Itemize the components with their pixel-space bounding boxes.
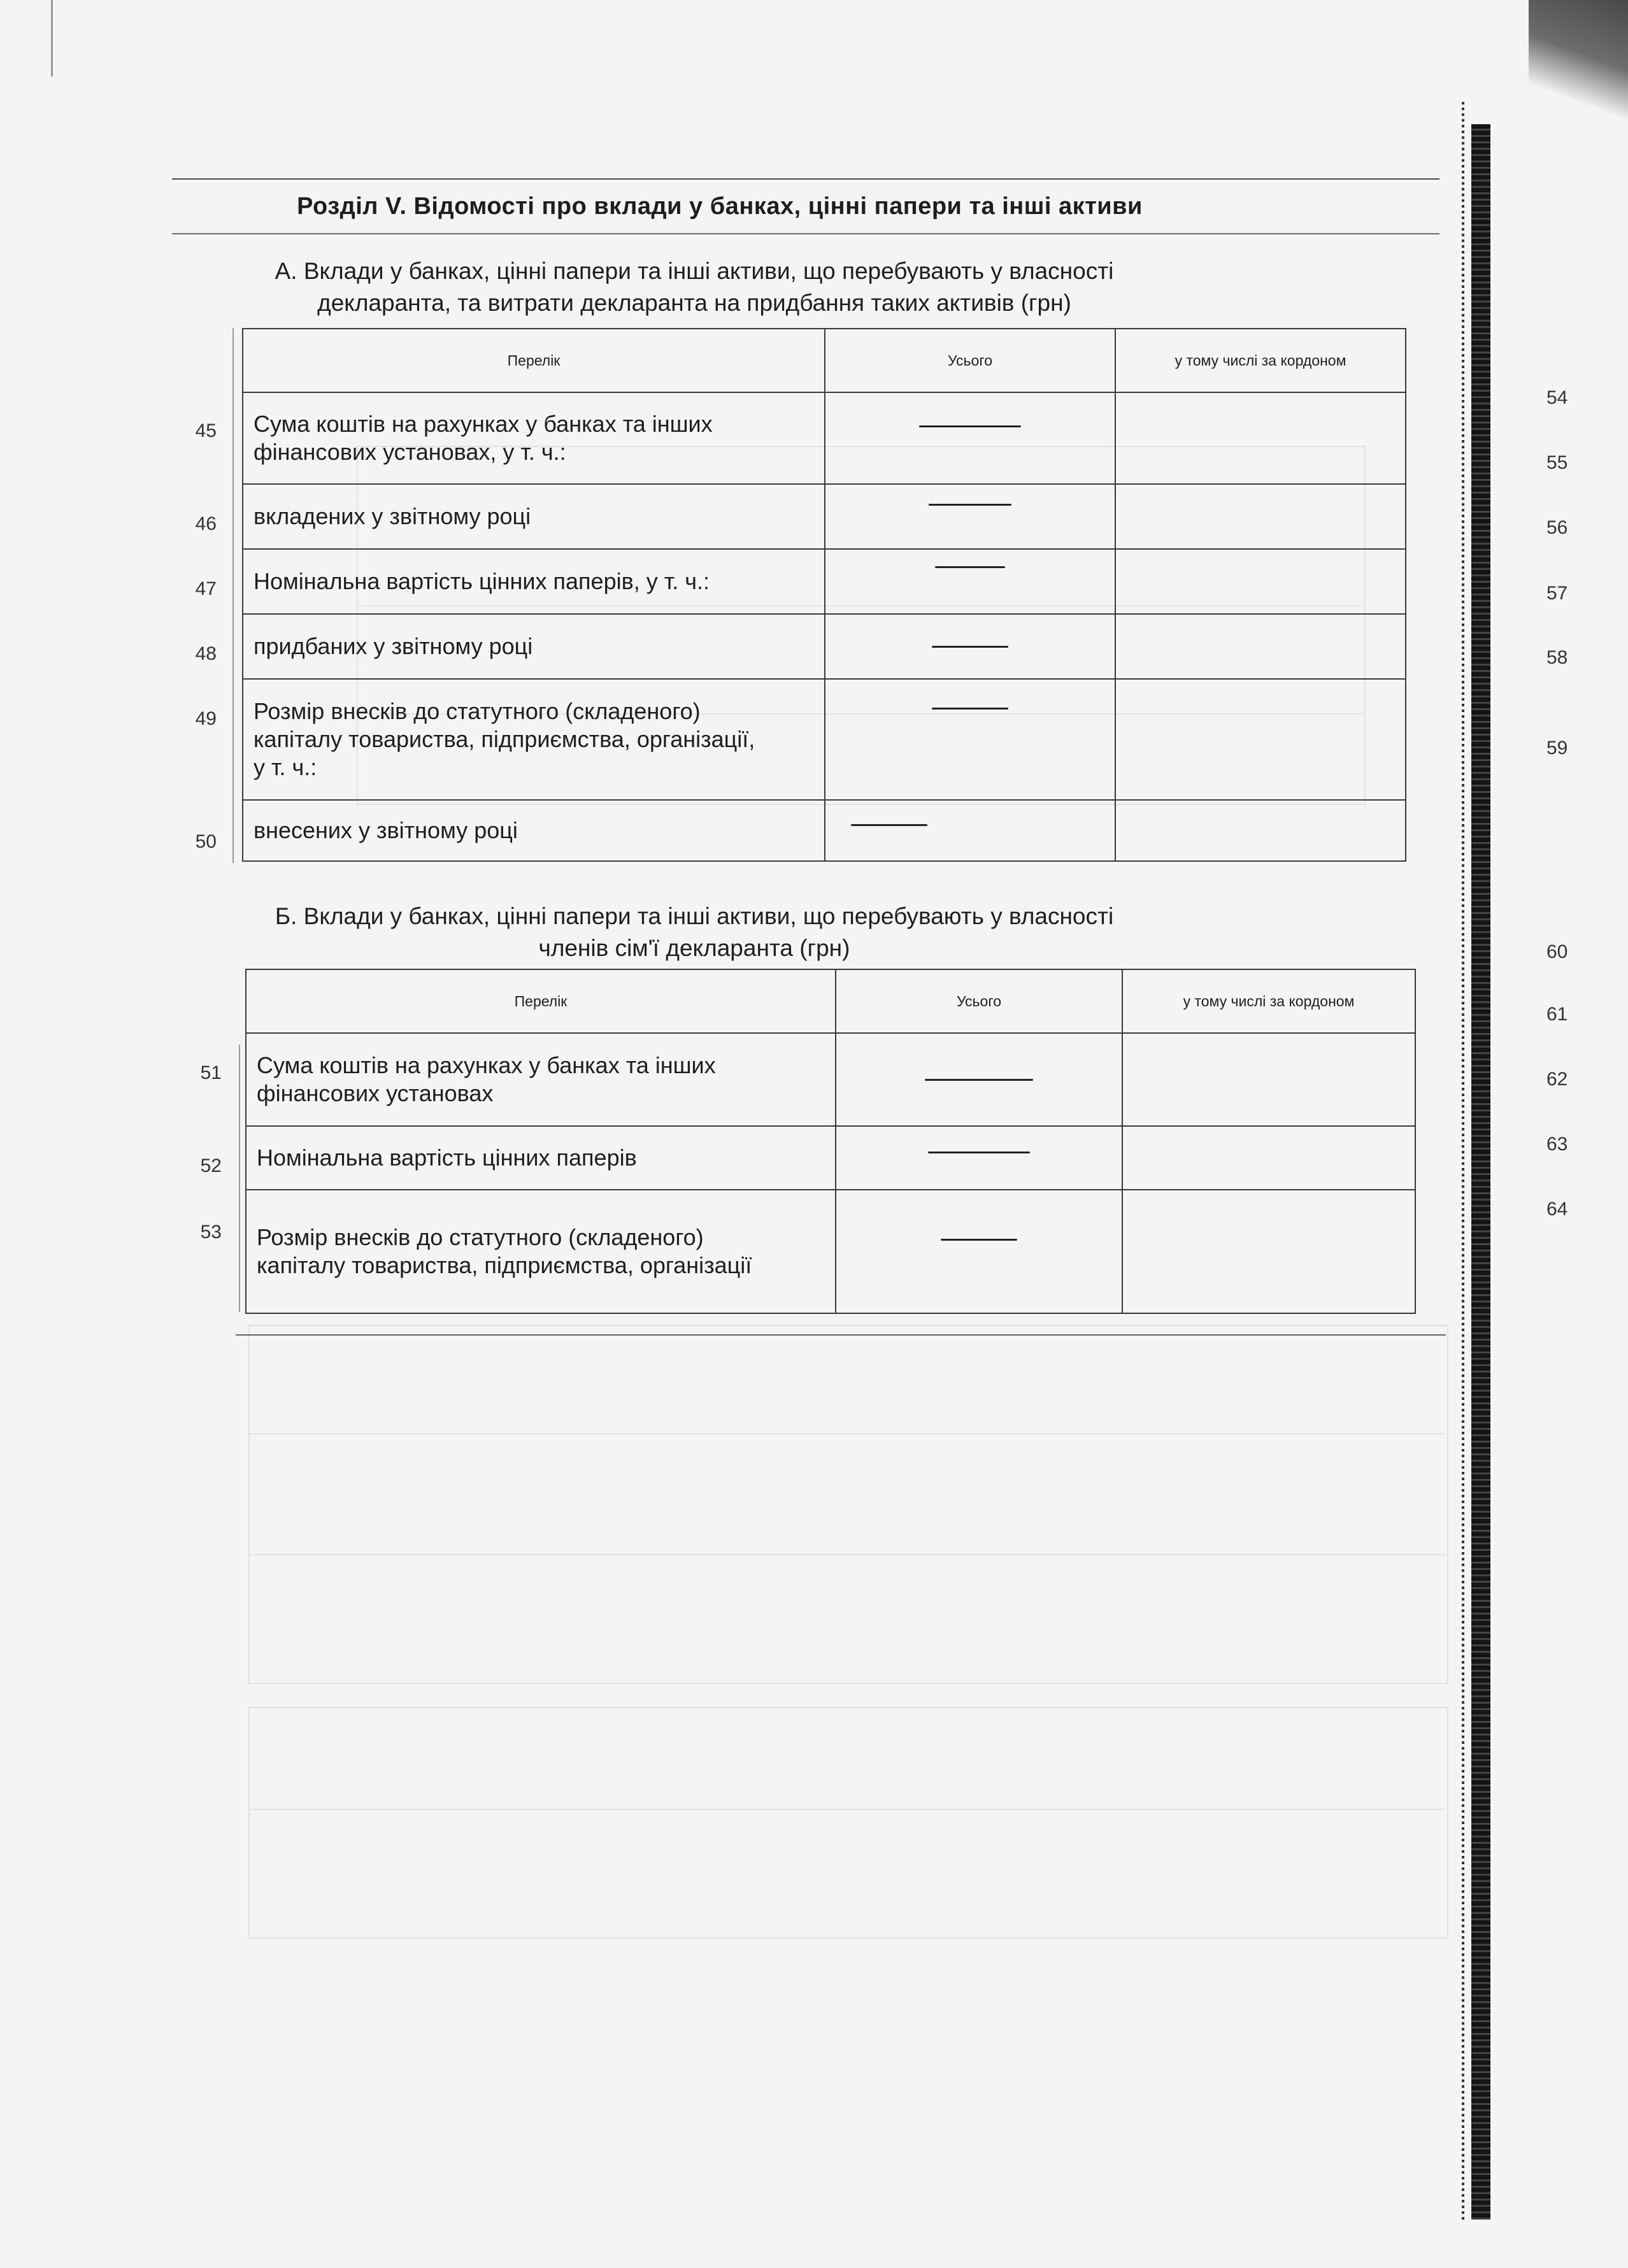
row-total-cell[interactable] (836, 1190, 1122, 1313)
total-dash (851, 824, 927, 826)
table-row (243, 484, 1406, 549)
table-row (243, 614, 1406, 679)
row-total-cell[interactable] (825, 679, 1115, 800)
table-row (246, 1190, 1415, 1313)
part-a-title-line2: декларанта, та витрати декларанта на придбання таких активів (грн) (317, 290, 1071, 316)
col-header-abroad: у тому числі за кордоном (1122, 969, 1415, 1033)
margin-rule (232, 328, 234, 863)
row-abroad-cell[interactable] (1115, 549, 1406, 614)
table-row (246, 1126, 1415, 1190)
part-a-title-line1: А. Вклади у банках, цінні папери та інші активи, що перебувають у власності (275, 258, 1114, 284)
side-row-number: 55 (1546, 452, 1568, 473)
side-row-number: 59 (1546, 738, 1568, 759)
side-row-number: 62 (1546, 1069, 1568, 1090)
row-label: Розмір внесків до статутного (складеного) капіталу товариства, підприємства, організації, у т. ч.: (243, 679, 825, 800)
row-number: 50 (195, 831, 217, 852)
scan-edge-mark (51, 0, 53, 76)
row-label: Розмір внесків до статутного (складеного) капіталу товариства, підприємства, організації (246, 1190, 836, 1313)
bleed-through-line (248, 1809, 1446, 1810)
binding-strip (1471, 124, 1490, 2220)
section-bottom-rule (236, 1334, 1446, 1336)
total-dash (935, 566, 1005, 568)
part-b-title-line1: Б. Вклади у банках, цінні папери та інші активи, що перебувають у власності (275, 903, 1114, 929)
side-row-number: 56 (1546, 517, 1568, 538)
header-top-rule (172, 178, 1439, 180)
side-row-number: 63 (1546, 1134, 1568, 1155)
row-abroad-cell[interactable] (1115, 800, 1406, 861)
col-header-total: Усього (825, 329, 1115, 392)
bleed-through-line (248, 1433, 1446, 1434)
side-row-number: 64 (1546, 1199, 1568, 1220)
row-abroad-cell[interactable] (1122, 1126, 1415, 1190)
total-dash (929, 504, 1011, 506)
total-dash (941, 1239, 1017, 1241)
row-abroad-cell[interactable] (1122, 1033, 1415, 1126)
col-header-total: Усього (836, 969, 1122, 1033)
part-b-table (245, 969, 1416, 1314)
header-bottom-rule (172, 233, 1439, 234)
table-row (243, 800, 1406, 861)
row-abroad-cell[interactable] (1115, 392, 1406, 484)
table-row (243, 679, 1406, 800)
total-dash (928, 1152, 1030, 1153)
row-total-cell[interactable] (825, 614, 1115, 679)
row-number: 47 (195, 578, 217, 599)
table-row (243, 549, 1406, 614)
row-abroad-cell[interactable] (1115, 679, 1406, 800)
side-row-number: 57 (1546, 583, 1568, 604)
table-row (243, 392, 1406, 484)
row-number: 45 (195, 420, 217, 441)
row-label: Сума коштів на рахунках у банках та інших фінансових установах (246, 1033, 836, 1126)
bleed-through-box (248, 1325, 1448, 1684)
binding-perforation (1462, 102, 1464, 2223)
row-number: 53 (200, 1222, 222, 1243)
row-total-cell[interactable] (825, 392, 1115, 484)
part-b-title-line2: членів сім'ї декларанта (грн) (538, 935, 850, 961)
margin-rule (239, 1045, 240, 1312)
row-total-cell[interactable] (836, 1126, 1122, 1190)
row-label: внесених у звітному році (243, 800, 825, 861)
row-label: Номінальна вартість цінних паперів, у т. ч.: (243, 549, 825, 614)
total-dash (925, 1079, 1033, 1081)
col-header-list: Перелік (246, 969, 836, 1033)
row-number: 49 (195, 708, 217, 729)
side-row-number: 61 (1546, 1004, 1568, 1025)
section-title: Розділ V. Відомості про вклади у банках, цінні папери та інші активи (297, 193, 1143, 220)
row-label: вкладених у звітному році (243, 484, 825, 549)
side-row-number: 54 (1546, 387, 1568, 408)
table-row (246, 1033, 1415, 1126)
row-abroad-cell[interactable] (1115, 484, 1406, 549)
row-total-cell[interactable] (825, 549, 1115, 614)
col-header-abroad: у тому числі за кордоном (1115, 329, 1406, 392)
row-number: 51 (200, 1062, 222, 1083)
bleed-through-line (248, 1554, 1446, 1555)
row-label: Номінальна вартість цінних паперів (246, 1126, 836, 1190)
row-total-cell[interactable] (836, 1033, 1122, 1126)
row-total-cell[interactable] (825, 484, 1115, 549)
row-abroad-cell[interactable] (1115, 614, 1406, 679)
total-dash (919, 425, 1021, 427)
row-label: придбаних у звітному році (243, 614, 825, 679)
row-number: 52 (200, 1155, 222, 1176)
col-header-list: Перелік (243, 329, 825, 392)
side-row-number: 58 (1546, 647, 1568, 668)
part-b-title (242, 901, 1146, 964)
row-abroad-cell[interactable] (1122, 1190, 1415, 1313)
part-a-table (242, 328, 1406, 862)
row-label: Сума коштів на рахунках у банках та інших фінансових установах, у т. ч.: (243, 392, 825, 484)
side-row-number: 60 (1546, 941, 1568, 962)
row-number: 48 (195, 643, 217, 664)
bleed-through-box (248, 1707, 1448, 1939)
part-a-title (242, 255, 1146, 319)
row-total-cell[interactable] (825, 800, 1115, 861)
folded-corner (1529, 0, 1628, 166)
total-dash (932, 646, 1008, 648)
total-dash (932, 708, 1008, 710)
row-number: 46 (195, 513, 217, 534)
